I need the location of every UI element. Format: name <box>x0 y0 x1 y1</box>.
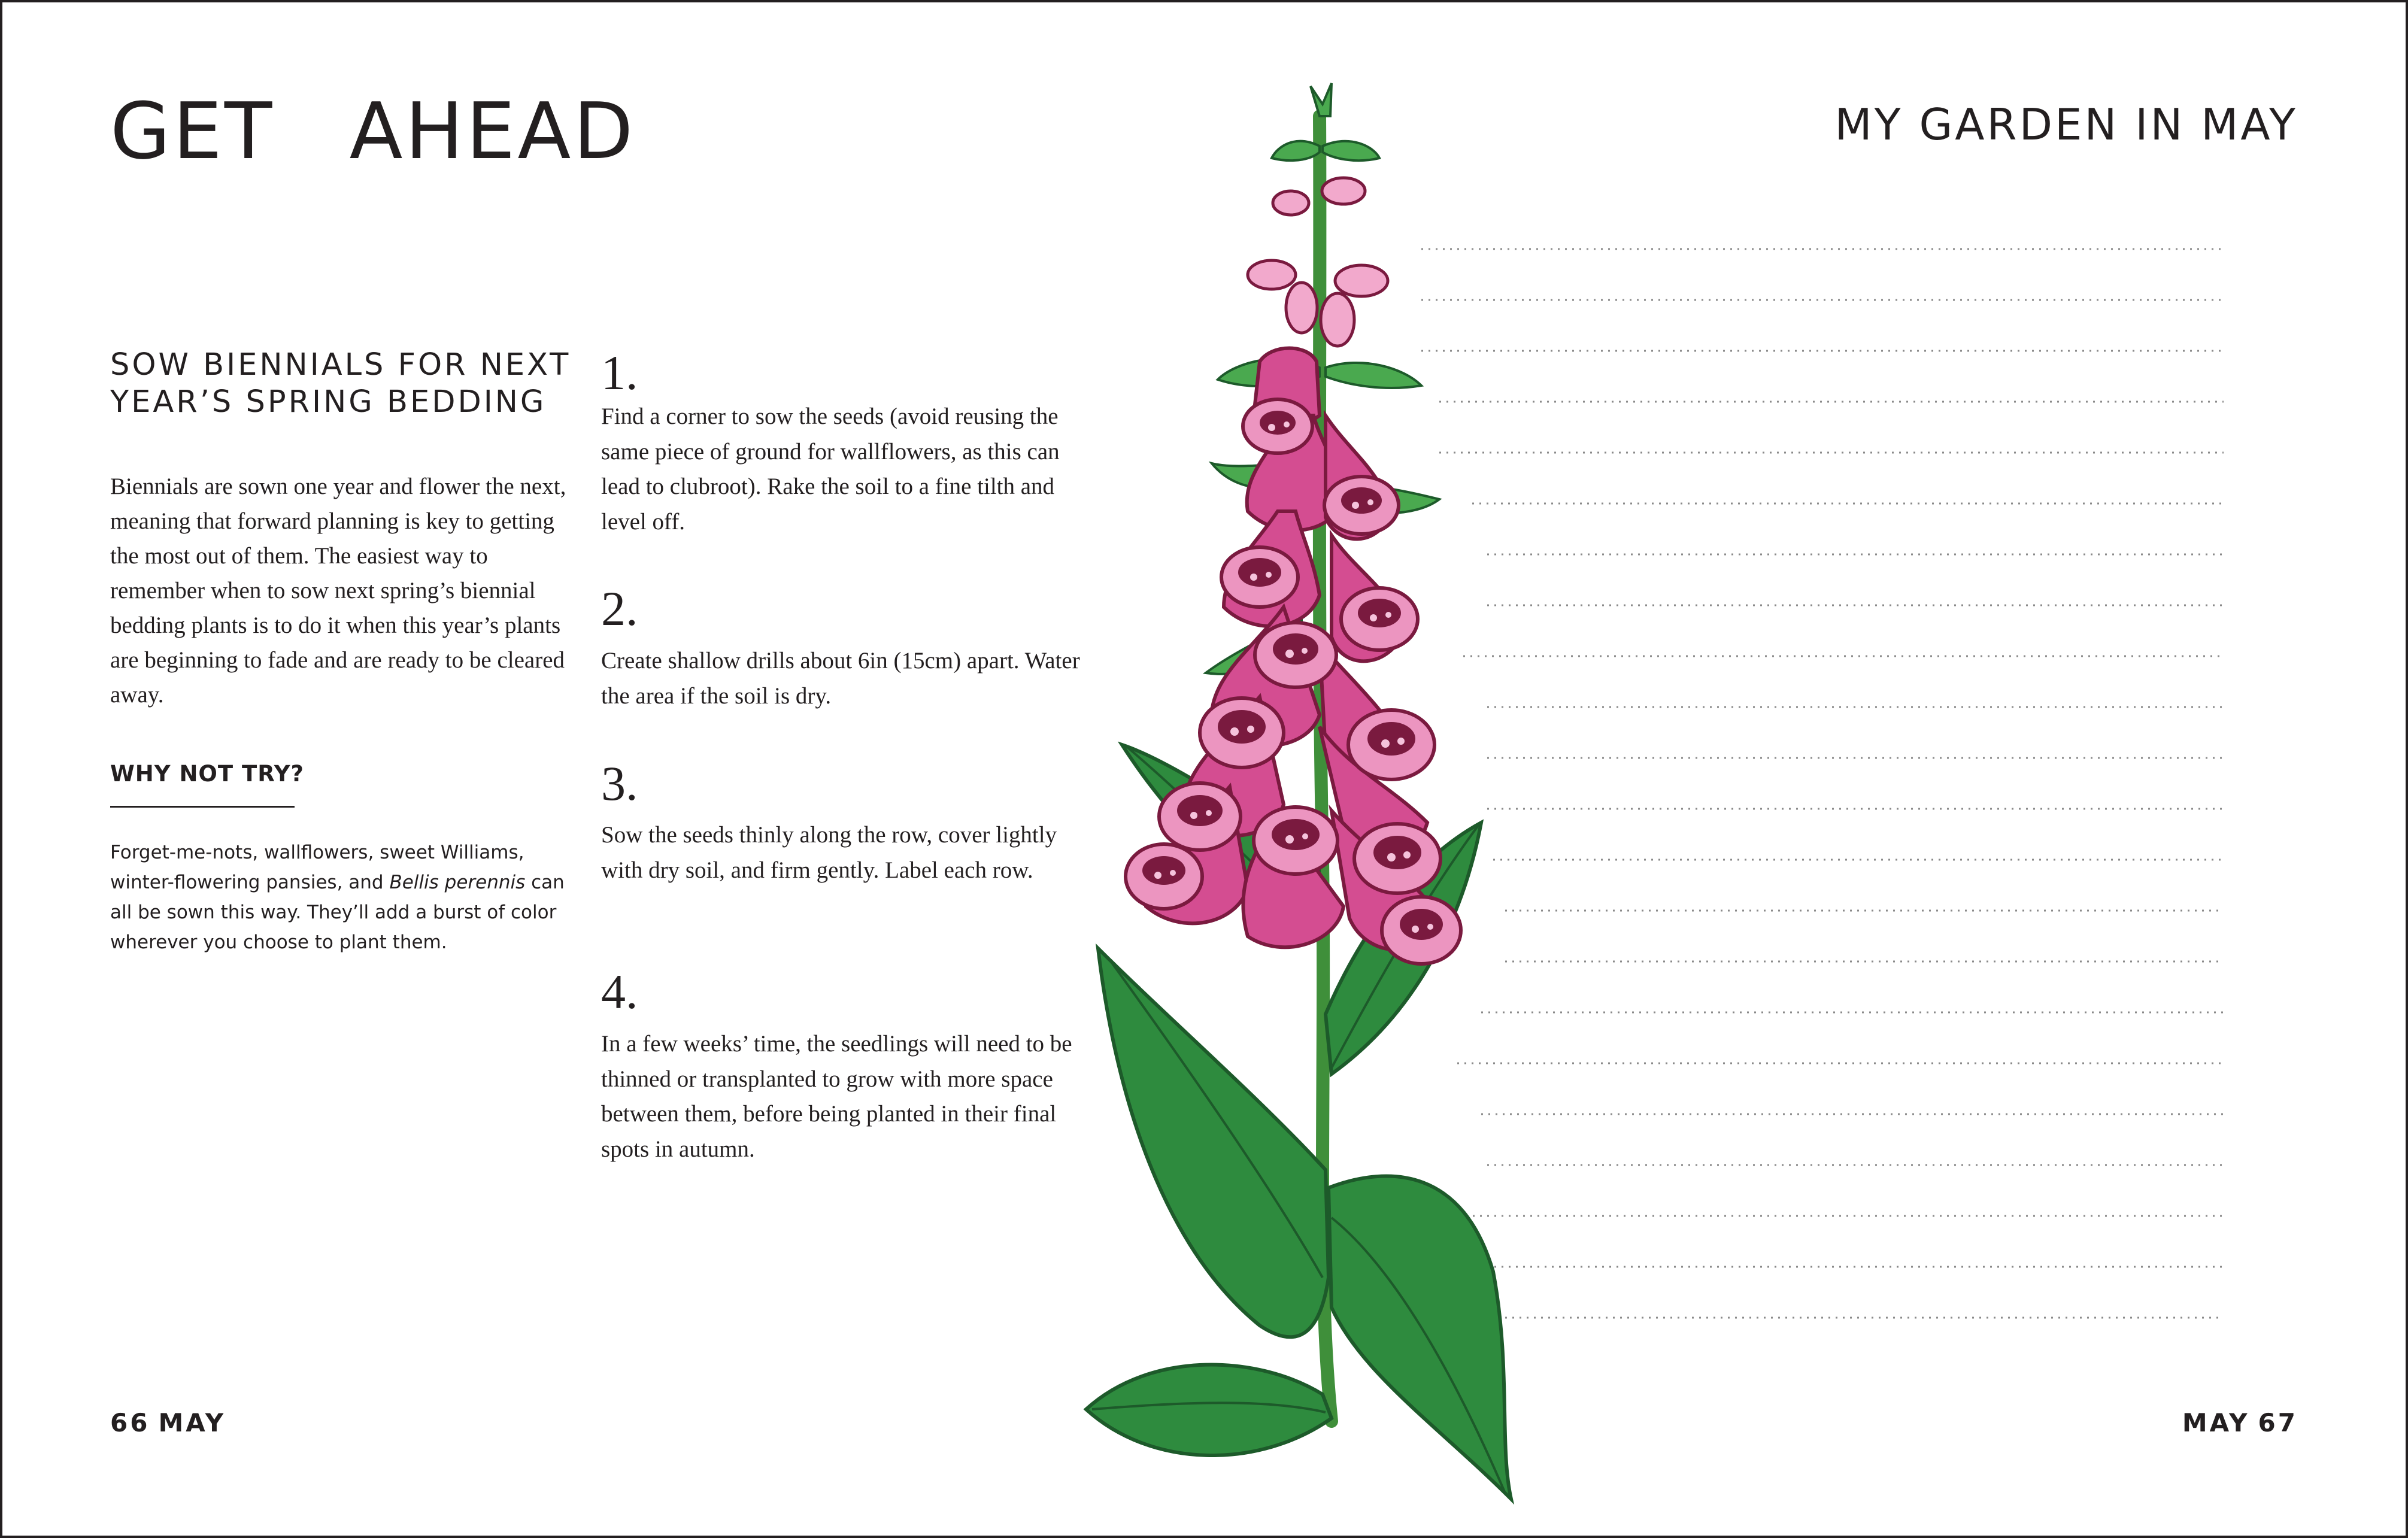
page-title: GET AHEAD <box>110 86 636 177</box>
step-number: 3. <box>601 756 638 811</box>
left-page-number: 66 <box>110 1408 150 1437</box>
leaf <box>1086 1364 1332 1455</box>
why-not-try-text-part2: can all be sown this way. They’ll add a burst of color wherever you choose to plant them. <box>110 872 565 953</box>
right-footer-month: MAY <box>2182 1408 2250 1437</box>
left-footer-month: MAY <box>158 1408 226 1437</box>
foxglove-illustration <box>1080 80 1535 1505</box>
step-text: Sow the seeds thinly along the row, cover lightly with dry soil, and firm gently. Label each row. <box>601 822 1057 883</box>
left-page-footer <box>110 1410 234 1436</box>
step-number: 2. <box>601 581 638 636</box>
step-number: 1. <box>601 345 638 400</box>
step-number: 4. <box>601 964 638 1019</box>
why-not-try-divider <box>110 806 295 808</box>
step-text: Find a corner to sow the seeds (avoid reusing the same piece of ground for wallflowers, as this can lead to clubroot). Rake the soil to a fine tilth and level off. <box>601 404 1060 535</box>
why-not-try-text <box>110 838 565 957</box>
why-not-try-italic-name: Bellis perennis <box>389 872 526 893</box>
garden-journal-title: MY GARDEN IN MAY <box>1834 99 2298 150</box>
right-page-number: 67 <box>2258 1408 2298 1437</box>
leaf <box>1329 1176 1511 1499</box>
leaf <box>1098 948 1329 1337</box>
step-text: Create shallow drills about 6in (15cm) apart. Water the area if the soil is dry. <box>601 648 1080 709</box>
right-page-footer <box>2174 1410 2298 1436</box>
section-heading: SOW BIENNIALS FOR NEXT YEAR’S SPRING BEDDING <box>110 347 571 420</box>
intro-paragraph: Biennials are sown one year and flower the next, meaning that forward planning is key to getting the most out of them. The easiest way to remember when to sow next spring’s biennial bedding plants is to do it when this year’s plants are beginning to fade and are ready to be cleared away. <box>110 474 566 708</box>
why-not-try-text-part1: Forget-me-nots, wallflowers, sweet Williams, winter-flowering pansies, and <box>110 842 524 893</box>
step-text: In a few weeks’ time, the seedlings will need to be thinned or transplanted to grow with more space between them, before being planted in their final spots in autumn. <box>601 1031 1072 1162</box>
why-not-try-heading: WHY NOT TRY? <box>110 761 304 787</box>
